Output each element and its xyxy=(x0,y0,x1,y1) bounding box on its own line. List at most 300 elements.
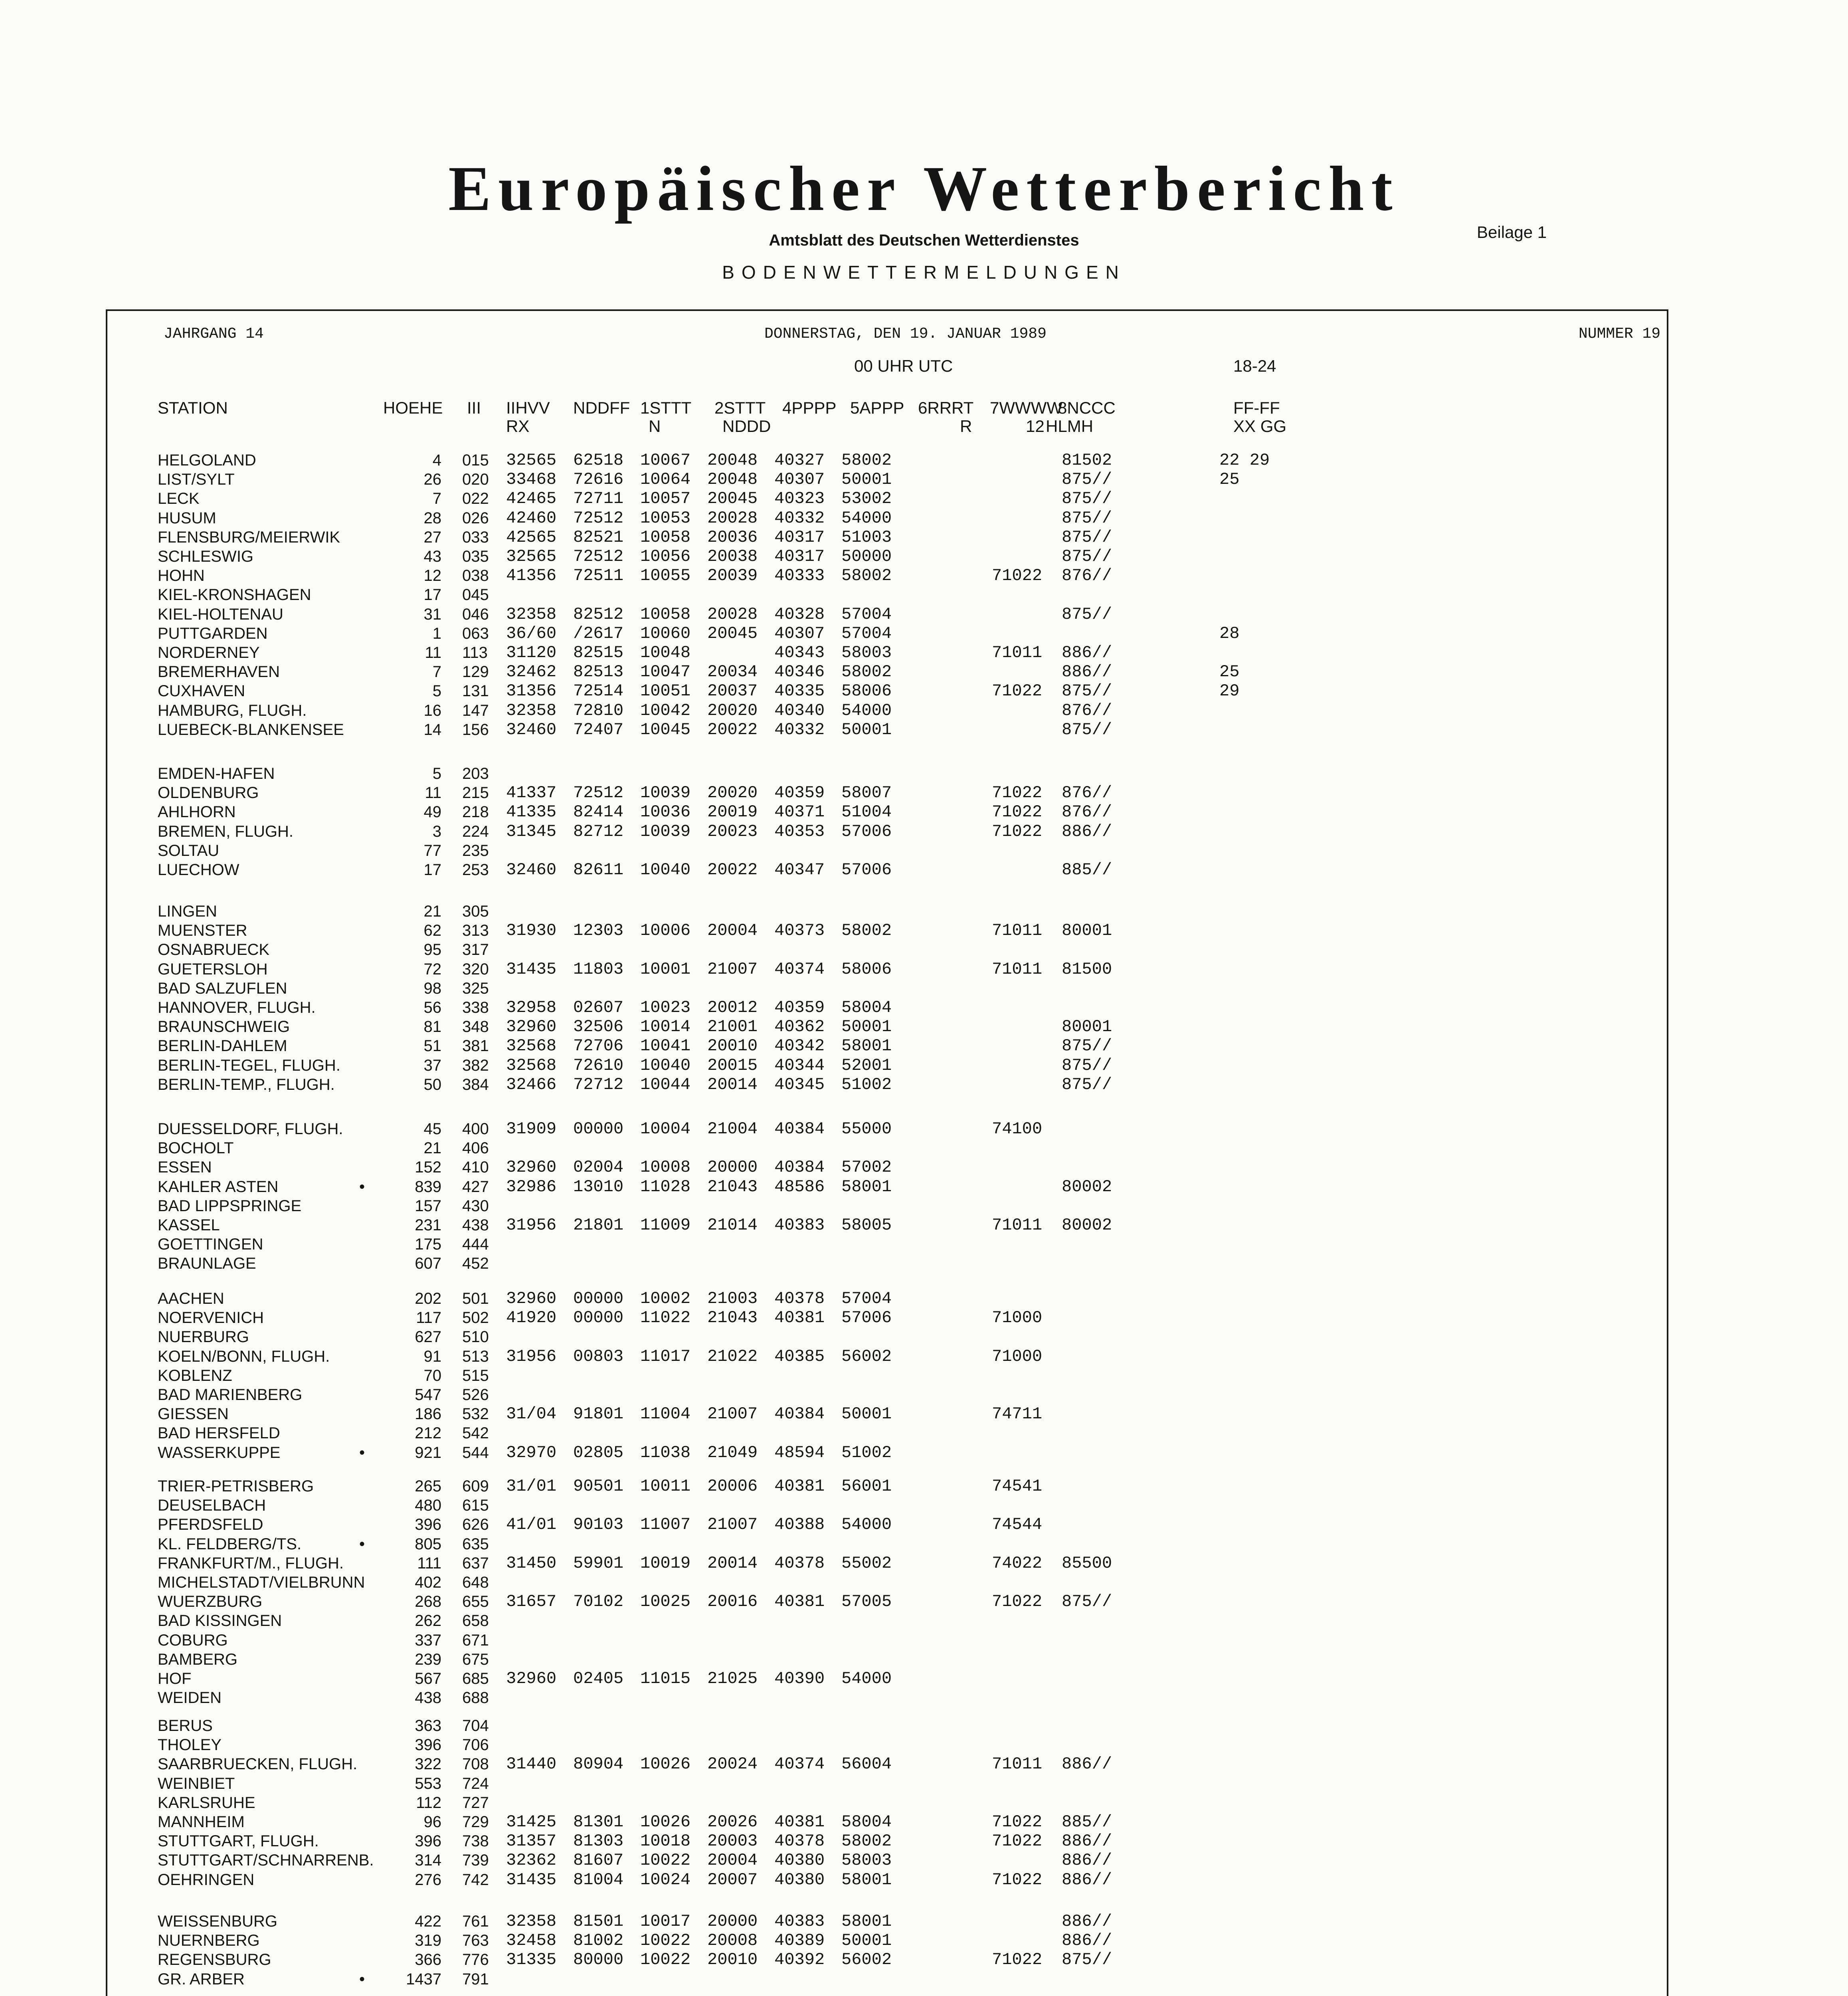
code-group-1: 31440 xyxy=(506,1754,557,1774)
code-group-2: 72706 xyxy=(573,1036,624,1055)
station-row xyxy=(0,1366,1848,1385)
station-height: 839 xyxy=(415,1178,441,1196)
code-group-4: 20045 xyxy=(707,624,758,643)
code-group-3: 10025 xyxy=(640,1592,691,1611)
station-row xyxy=(0,941,1848,959)
code-group-3: 10026 xyxy=(640,1754,691,1774)
code-group-7: 74711 xyxy=(992,1404,1043,1424)
station-id: 382 xyxy=(462,1057,489,1074)
code-group-4: 20016 xyxy=(707,1592,758,1611)
code-group-8: 875// xyxy=(1062,1036,1112,1055)
station-name: BAD MARIENBERG xyxy=(158,1386,303,1404)
station-name: KIEL-HOLTENAU xyxy=(158,606,283,623)
header-group-0: IIHVV xyxy=(506,398,550,417)
code-group-6: 58002 xyxy=(841,662,892,681)
code-group-4: 20023 xyxy=(707,822,758,841)
code-group-4: 20014 xyxy=(707,1554,758,1573)
station-row xyxy=(0,960,1848,978)
code-group-1: 31435 xyxy=(506,1870,557,1889)
code-group-2: 81004 xyxy=(573,1870,624,1889)
station-id: 033 xyxy=(462,529,489,546)
station-name: NORDERNEY xyxy=(158,644,260,661)
code-group-8: 875// xyxy=(1062,681,1112,701)
code-group-6: 56004 xyxy=(841,1754,892,1774)
wind-gust: 29 xyxy=(1219,681,1240,701)
page-title: Europäischer Wetterbericht xyxy=(448,153,1400,224)
station-row xyxy=(0,1037,1848,1055)
code-group-5: 40384 xyxy=(774,1404,825,1424)
code-group-7: 71022 xyxy=(992,681,1043,701)
wind-gust: 22 29 xyxy=(1219,451,1270,470)
station-name: THOLEY xyxy=(158,1736,222,1754)
header-group-3: 2STTT xyxy=(714,398,766,417)
station-height: 231 xyxy=(415,1216,441,1234)
code-group-8: 875// xyxy=(1062,1592,1112,1611)
code-group-5: 40346 xyxy=(774,662,825,681)
station-height: 480 xyxy=(415,1497,441,1514)
code-group-4: 21049 xyxy=(707,1443,758,1462)
code-group-7: 71022 xyxy=(992,566,1043,585)
station-row xyxy=(0,644,1848,662)
station-height: 21 xyxy=(423,1139,441,1157)
station-id: 131 xyxy=(462,682,489,700)
code-group-2: 02004 xyxy=(573,1158,624,1177)
code-group-3: 10024 xyxy=(640,1870,691,1889)
station-row xyxy=(0,1178,1848,1196)
code-group-4: 20006 xyxy=(707,1477,758,1496)
code-group-3: 10058 xyxy=(640,528,691,547)
code-group-4: 20000 xyxy=(707,1158,758,1177)
code-group-7: 71022 xyxy=(992,1812,1043,1832)
code-group-6: 56002 xyxy=(841,1347,892,1366)
code-group-5: 40344 xyxy=(774,1056,825,1075)
code-group-5: 40374 xyxy=(774,1754,825,1774)
code-group-3: 10022 xyxy=(640,1950,691,1969)
station-id: 761 xyxy=(462,1913,489,1930)
station-row xyxy=(0,1631,1848,1649)
station-height: 96 xyxy=(423,1813,441,1831)
station-name: KOBLENZ xyxy=(158,1367,232,1384)
station-name: KARLSRUHE xyxy=(158,1794,255,1812)
code-group-1: 32958 xyxy=(506,998,557,1017)
code-group-4: 21043 xyxy=(707,1308,758,1327)
station-height: 319 xyxy=(415,1932,441,1949)
code-group-2: 72511 xyxy=(573,566,624,585)
code-group-6: 58002 xyxy=(841,921,892,940)
station-id: 658 xyxy=(462,1612,489,1630)
station-name: LUEBECK-BLANKENSEE xyxy=(158,721,344,739)
header-group-5: 5APPP xyxy=(850,398,904,417)
station-height: 62 xyxy=(423,922,441,939)
code-group-6: 52001 xyxy=(841,1056,892,1075)
code-group-6: 57006 xyxy=(841,860,892,879)
header-group-8-sub: HLMH xyxy=(1046,417,1094,436)
station-id: 035 xyxy=(462,548,489,565)
code-group-4: 21007 xyxy=(707,1404,758,1424)
code-group-4: 20039 xyxy=(707,566,758,585)
code-group-4: 20048 xyxy=(707,451,758,470)
code-group-2: 72512 xyxy=(573,509,624,528)
code-group-2: 81501 xyxy=(573,1912,624,1931)
station-height: 152 xyxy=(415,1158,441,1176)
code-group-1: 42565 xyxy=(506,528,557,547)
code-group-5: 40385 xyxy=(774,1347,825,1366)
station-id: 381 xyxy=(462,1037,489,1055)
station-id: 729 xyxy=(462,1813,489,1831)
code-group-5: 48586 xyxy=(774,1177,825,1196)
code-group-4: 21003 xyxy=(707,1289,758,1308)
code-group-8: 876// xyxy=(1062,802,1112,822)
code-group-4: 20026 xyxy=(707,1812,758,1832)
station-row xyxy=(0,1328,1848,1346)
code-group-3: 10051 xyxy=(640,681,691,701)
station-row xyxy=(0,1386,1848,1404)
station-name: WEIDEN xyxy=(158,1689,222,1707)
station-row xyxy=(0,1813,1848,1831)
code-group-5: 40340 xyxy=(774,701,825,720)
station-id: 452 xyxy=(462,1255,489,1272)
code-group-5: 40381 xyxy=(774,1592,825,1611)
code-group-2: 00803 xyxy=(573,1347,624,1366)
code-group-4: 20014 xyxy=(707,1075,758,1094)
code-group-7: 74541 xyxy=(992,1477,1043,1496)
station-height: 11 xyxy=(425,784,441,802)
station-id: 338 xyxy=(462,999,489,1016)
station-height: 17 xyxy=(423,586,441,604)
code-group-6: 57002 xyxy=(841,1158,892,1177)
mountain-station-mark: • xyxy=(359,1970,365,1988)
code-group-7: 71011 xyxy=(992,960,1043,979)
code-group-3: 10002 xyxy=(640,1289,691,1308)
station-height: 396 xyxy=(415,1736,441,1754)
station-name: BRAUNSCHWEIG xyxy=(158,1018,290,1036)
station-name: WEISSENBURG xyxy=(158,1913,278,1930)
station-id: 532 xyxy=(462,1405,489,1423)
code-group-6: 58003 xyxy=(841,1851,892,1870)
station-height: 265 xyxy=(415,1477,441,1495)
station-row xyxy=(0,682,1848,700)
station-height: 14 xyxy=(423,721,441,739)
code-group-1: 31120 xyxy=(506,643,557,662)
code-group-8: 886// xyxy=(1062,822,1112,841)
station-id: 406 xyxy=(462,1139,489,1157)
station-row xyxy=(0,1347,1848,1366)
code-group-1: 31435 xyxy=(506,960,557,979)
code-group-5: 40384 xyxy=(774,1119,825,1139)
code-group-7: 71011 xyxy=(992,921,1043,940)
code-group-4: 20024 xyxy=(707,1754,758,1774)
code-group-8: 875// xyxy=(1062,1950,1112,1969)
code-group-5: 40317 xyxy=(774,547,825,566)
station-height: 202 xyxy=(415,1290,441,1307)
station-id: 626 xyxy=(462,1516,489,1533)
code-group-1: 31345 xyxy=(506,822,557,841)
code-group-1: 31356 xyxy=(506,681,557,701)
station-id: 776 xyxy=(462,1951,489,1968)
code-group-5: 40362 xyxy=(774,1017,825,1036)
code-group-4: 21043 xyxy=(707,1177,758,1196)
station-row xyxy=(0,1216,1848,1234)
station-row xyxy=(0,1120,1848,1138)
code-group-4: 20028 xyxy=(707,605,758,624)
station-row xyxy=(0,1289,1848,1308)
code-group-1: 32960 xyxy=(506,1017,557,1036)
code-group-4: 20020 xyxy=(707,701,758,720)
station-row xyxy=(0,528,1848,547)
code-group-3: 10022 xyxy=(640,1931,691,1950)
station-row xyxy=(0,1573,1848,1592)
code-group-2: 72616 xyxy=(573,470,624,489)
code-group-8: 81500 xyxy=(1062,960,1112,979)
code-group-4: 20000 xyxy=(707,1912,758,1931)
station-id: 791 xyxy=(462,1970,489,1988)
station-name: PFERDSFELD xyxy=(158,1516,263,1533)
station-name: GOETTINGEN xyxy=(158,1236,263,1253)
wind-gust: 25 xyxy=(1219,470,1240,489)
station-name: HOF xyxy=(158,1670,192,1687)
code-group-4: 20038 xyxy=(707,547,758,566)
header-group-1: NDDFF xyxy=(573,398,630,417)
code-group-6: 53002 xyxy=(841,489,892,508)
code-group-3: 10022 xyxy=(640,1851,691,1870)
station-name: HANNOVER, FLUGH. xyxy=(158,999,316,1016)
station-row xyxy=(0,1717,1848,1735)
station-id: 317 xyxy=(462,941,489,958)
station-height: 157 xyxy=(415,1197,441,1215)
station-id: 325 xyxy=(462,980,489,997)
station-height: 438 xyxy=(415,1689,441,1707)
station-name: MUENSTER xyxy=(158,922,247,939)
code-group-2: 81301 xyxy=(573,1812,624,1832)
header-group-6-sub: R xyxy=(960,417,972,436)
code-group-2: 72810 xyxy=(573,701,624,720)
station-name: DUESSELDORF, FLUGH. xyxy=(158,1120,343,1138)
station-row xyxy=(0,1254,1848,1273)
code-group-6: 58004 xyxy=(841,1812,892,1832)
code-group-4: 21004 xyxy=(707,1119,758,1139)
code-group-5: 40378 xyxy=(774,1554,825,1573)
station-name: ESSEN xyxy=(158,1158,212,1176)
code-group-6: 58002 xyxy=(841,451,892,470)
station-id: 501 xyxy=(462,1290,489,1307)
code-group-6: 57004 xyxy=(841,605,892,624)
header-group-8: 8NCCC xyxy=(1058,398,1116,417)
station-row xyxy=(0,547,1848,566)
code-group-1: 32960 xyxy=(506,1158,557,1177)
code-group-7: 71022 xyxy=(992,802,1043,822)
station-row xyxy=(0,1970,1848,1988)
station-height: 45 xyxy=(423,1120,441,1138)
code-group-6: 58001 xyxy=(841,1036,892,1055)
station-name: SOLTAU xyxy=(158,842,220,859)
section-heading: BODENWETTERMELDUNGEN xyxy=(722,262,1126,283)
code-group-4: 21007 xyxy=(707,1515,758,1534)
station-height: 239 xyxy=(415,1651,441,1668)
station-id: 224 xyxy=(462,823,489,840)
code-group-2: 72514 xyxy=(573,681,624,701)
station-name: KIEL-KRONSHAGEN xyxy=(158,586,311,604)
station-id: 063 xyxy=(462,625,489,642)
station-height: 50 xyxy=(423,1076,441,1093)
code-group-3: 10039 xyxy=(640,822,691,841)
code-group-5: 40371 xyxy=(774,802,825,822)
station-id: 542 xyxy=(462,1424,489,1442)
code-group-2: 62518 xyxy=(573,451,624,470)
code-group-3: 10055 xyxy=(640,566,691,585)
code-group-8: 875// xyxy=(1062,1075,1112,1094)
station-row xyxy=(0,861,1848,879)
station-height: 49 xyxy=(423,803,441,821)
code-group-7: 71022 xyxy=(992,1592,1043,1611)
station-name: STUTTGART, FLUGH. xyxy=(158,1832,319,1850)
station-name: AACHEN xyxy=(158,1290,224,1307)
station-height: 805 xyxy=(415,1535,441,1553)
station-row xyxy=(0,1912,1848,1931)
code-group-1: 42465 xyxy=(506,489,557,508)
station-row xyxy=(0,1056,1848,1075)
code-group-4: 21014 xyxy=(707,1216,758,1235)
station-id: 215 xyxy=(462,784,489,802)
station-height: 91 xyxy=(423,1348,441,1365)
code-group-2: 13010 xyxy=(573,1177,624,1196)
station-row xyxy=(0,1794,1848,1812)
code-group-1: 41920 xyxy=(506,1308,557,1327)
code-group-4: 20048 xyxy=(707,470,758,489)
station-id: 615 xyxy=(462,1497,489,1514)
code-group-7: 74544 xyxy=(992,1515,1043,1534)
code-group-4: 20022 xyxy=(707,860,758,879)
code-group-3: 10040 xyxy=(640,860,691,879)
station-id: 427 xyxy=(462,1178,489,1196)
code-group-2: 72512 xyxy=(573,547,624,566)
code-group-6: 57006 xyxy=(841,1308,892,1327)
code-group-5: 40327 xyxy=(774,451,825,470)
station-name: BERLIN-TEGEL, FLUGH. xyxy=(158,1057,340,1074)
station-id: 203 xyxy=(462,765,489,782)
station-name: KOELN/BONN, FLUGH. xyxy=(158,1348,330,1365)
code-group-4: 20004 xyxy=(707,1851,758,1870)
station-name: SAARBRUECKEN, FLUGH. xyxy=(158,1755,358,1773)
code-group-2: 32506 xyxy=(573,1017,624,1036)
code-group-1: 32458 xyxy=(506,1931,557,1950)
code-group-3: 10001 xyxy=(640,960,691,979)
issue-date: DONNERSTAG, DEN 19. JANUAR 1989 xyxy=(764,325,1047,343)
header-group-2-sub: N xyxy=(649,417,661,436)
code-group-1: 32466 xyxy=(506,1075,557,1094)
code-group-3: 10047 xyxy=(640,662,691,681)
station-row xyxy=(0,1515,1848,1534)
header-wind-sub: XX GG xyxy=(1233,417,1287,436)
header-group-3-sub: NDDD xyxy=(722,417,771,436)
code-group-3: 10058 xyxy=(640,605,691,624)
code-group-5: 40333 xyxy=(774,566,825,585)
code-group-3: 10004 xyxy=(640,1119,691,1139)
station-name: FRANKFURT/M., FLUGH. xyxy=(158,1554,344,1572)
station-id: 706 xyxy=(462,1736,489,1754)
code-group-2: 82414 xyxy=(573,802,624,822)
station-name: WEINBIET xyxy=(158,1775,235,1792)
station-id: 515 xyxy=(462,1367,489,1384)
code-group-4: 20010 xyxy=(707,1036,758,1055)
station-id: 502 xyxy=(462,1309,489,1327)
station-name: HELGOLAND xyxy=(158,451,256,469)
code-group-4: 20012 xyxy=(707,998,758,1017)
code-group-5: 40383 xyxy=(774,1216,825,1235)
station-name: BREMEN, FLUGH. xyxy=(158,823,294,840)
station-name: OEHRINGEN xyxy=(158,1871,255,1889)
station-row xyxy=(0,1689,1848,1707)
code-group-1: 32986 xyxy=(506,1177,557,1196)
station-row xyxy=(0,1496,1848,1515)
station-row xyxy=(0,470,1848,489)
station-height: 7 xyxy=(432,490,441,507)
code-group-1: 32568 xyxy=(506,1036,557,1055)
station-name: HAMBURG, FLUGH. xyxy=(158,702,307,719)
station-height: 31 xyxy=(423,606,441,623)
station-id: 648 xyxy=(462,1574,489,1591)
station-row xyxy=(0,489,1848,508)
code-group-6: 58001 xyxy=(841,1870,892,1889)
station-id: 739 xyxy=(462,1851,489,1869)
code-group-1: 31930 xyxy=(506,921,557,940)
code-group-8: 885// xyxy=(1062,860,1112,879)
code-group-3: 10060 xyxy=(640,624,691,643)
header-height: HOEHE xyxy=(383,398,443,417)
code-group-1: 32462 xyxy=(506,662,557,681)
station-height: 112 xyxy=(416,1794,441,1812)
station-name: AHLHORN xyxy=(158,803,236,821)
station-name: NUERNBERG xyxy=(158,1932,260,1949)
code-group-8: 886// xyxy=(1062,662,1112,681)
code-group-3: 10008 xyxy=(640,1158,691,1177)
station-row xyxy=(0,1736,1848,1754)
code-group-2: /2617 xyxy=(573,624,624,643)
code-group-2: 00000 xyxy=(573,1119,624,1139)
station-row xyxy=(0,509,1848,527)
header-group-7-sub: 12 xyxy=(1026,417,1045,436)
station-row xyxy=(0,721,1848,739)
station-id: 305 xyxy=(462,903,489,920)
code-group-4: 21022 xyxy=(707,1347,758,1366)
code-group-8: 876// xyxy=(1062,701,1112,720)
code-group-8: 876// xyxy=(1062,783,1112,802)
station-id: 348 xyxy=(462,1018,489,1036)
code-group-6: 58001 xyxy=(841,1912,892,1931)
code-group-1: 41337 xyxy=(506,783,557,802)
code-group-4: 20034 xyxy=(707,662,758,681)
code-group-7: 71022 xyxy=(992,822,1043,841)
code-group-6: 56001 xyxy=(841,1477,892,1496)
code-group-4: 20008 xyxy=(707,1931,758,1950)
station-height: 212 xyxy=(415,1424,441,1442)
station-height: 268 xyxy=(415,1593,441,1610)
code-group-3: 10045 xyxy=(640,720,691,739)
station-row xyxy=(0,1075,1848,1094)
station-height: 4 xyxy=(432,451,441,469)
station-row xyxy=(0,1235,1848,1253)
station-height: 337 xyxy=(415,1632,441,1649)
station-row xyxy=(0,1931,1848,1950)
code-group-4: 20022 xyxy=(707,720,758,739)
station-name: BERLIN-DAHLEM xyxy=(158,1037,287,1055)
station-height: 117 xyxy=(416,1309,441,1327)
station-name: TRIER-PETRISBERG xyxy=(158,1477,314,1495)
code-group-5: 40343 xyxy=(774,643,825,662)
station-name: WASSERKUPPE xyxy=(158,1444,281,1461)
station-height: 21 xyxy=(423,903,441,920)
station-name: LECK xyxy=(158,490,200,507)
station-name: OSNABRUECK xyxy=(158,941,270,958)
